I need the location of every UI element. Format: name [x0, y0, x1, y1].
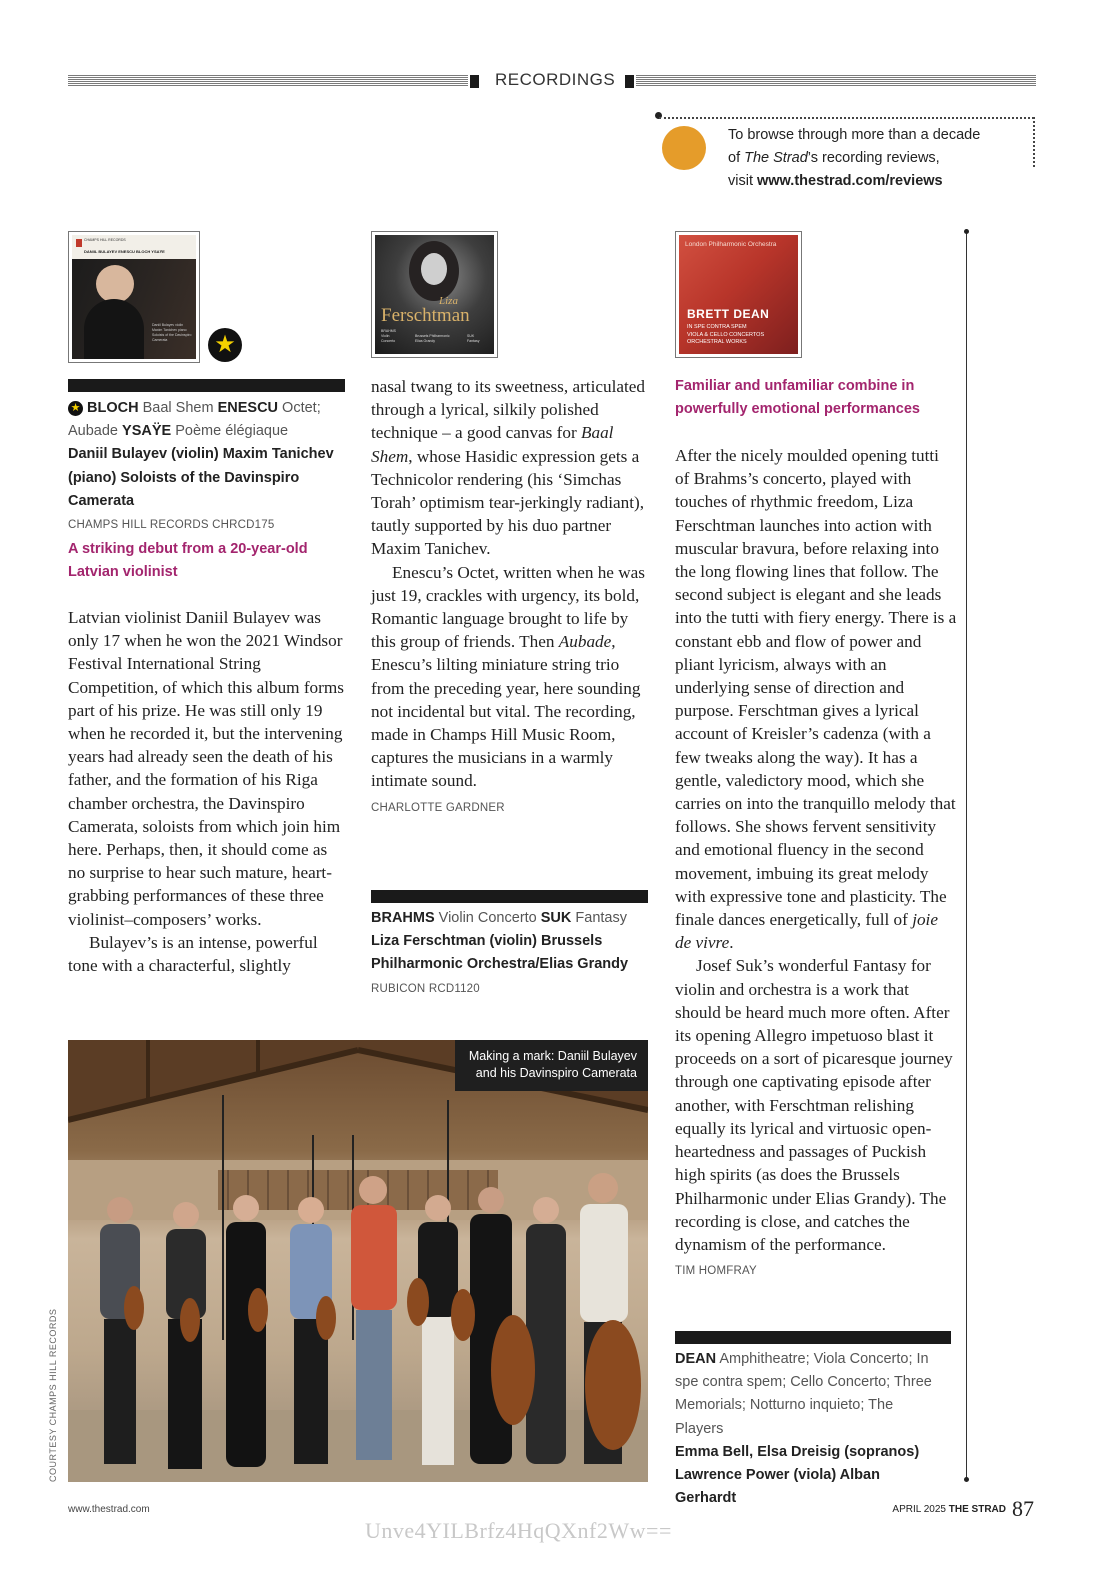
cover2-name-first: Liza	[439, 295, 458, 307]
record-label: CHAMPS HILL RECORDS CHRCD175	[68, 519, 275, 532]
section-title: RECORDINGS	[495, 70, 616, 89]
cover3-orchestra: London Philharmonic Orchestra	[685, 241, 777, 248]
cover1-title: DANIIL BULAYEV ENESCU BLOCH YSAŸE	[84, 249, 165, 254]
watermark: Unve4YILBrfz4HqQXnf2Ww==	[365, 1518, 672, 1543]
review2-strap-block	[675, 375, 945, 421]
byline: CHARLOTTE GARDNER	[371, 801, 505, 814]
footer-website: www.thestrad.com	[68, 1504, 150, 1515]
byline: TIM HOMFRAY	[675, 1265, 757, 1278]
review-divider-bar	[68, 379, 345, 392]
composer: ENESCU	[217, 400, 279, 416]
work: Baal Shem	[138, 400, 218, 416]
album-cover-dean	[675, 231, 802, 358]
review-strapline: Familiar and unfamiliar combine in powerfully emotional performances	[675, 378, 920, 418]
composer: BLOCH	[87, 400, 139, 416]
album-cover-ferschtman	[371, 231, 498, 358]
star-icon: ★	[208, 328, 242, 362]
paragraph: Josef Suk’s wonderful Fantasy for violin and orchestra is a work that should be heard much more often. After its opening Allegro impetuoso blast it proceeds on a sort of picaresque journey through one captivating episode after another, with Ferschtman relishing equally its lyrical and virtuosic open-heartedness and passages of Puckish high spirits (as does the Brussels Philharmonic under Elias Grandy). The recording is close, and catches the dynamism of the performance.	[675, 956, 953, 1254]
cover2-face	[421, 253, 447, 285]
promo-dotted-rule	[659, 117, 1034, 119]
performers: Daniil Bulayev (violin) Maxim Tanichev (piano) Soloists of the Davinspiro Camerata	[68, 446, 334, 509]
footer-issue	[892, 1496, 1034, 1522]
column-rule	[966, 232, 967, 1480]
composer: BRAHMS	[371, 910, 435, 926]
promo-circle-icon	[662, 126, 706, 170]
footer-date: APRIL 2025	[892, 1504, 946, 1515]
cover2-name-last: Ferschtman	[381, 305, 470, 326]
review1-body-col1	[68, 606, 348, 977]
review-strapline: A striking debut from a 20-year-old Latvian violinist	[68, 541, 308, 581]
header-square-left	[470, 75, 479, 88]
ensemble-photo-illustration	[68, 1040, 648, 1482]
cover2-works: BRAHMS Violin Concerto	[381, 329, 396, 343]
header-rule-left	[68, 75, 468, 87]
cover2-orch: Brussels Philharmonic Elias Grandy	[415, 334, 450, 343]
performers: Emma Bell, Elsa Dreisig (sopranos) Lawrence Power (viola) Alban Gerhardt	[675, 1443, 920, 1507]
column-rule-end	[964, 229, 969, 234]
header-square-right	[625, 75, 634, 88]
footer-magazine: THE STRAD	[948, 1504, 1006, 1515]
review2-body	[675, 444, 957, 1283]
review3-header	[675, 1348, 940, 1510]
cover3-works: IN SPE CONTRA SPEM VIOLA & CELLO CONCERTOS ORCHESTRAL WORKS	[687, 324, 765, 345]
work: Fantasy	[571, 910, 627, 926]
cover1-portrait	[96, 265, 134, 303]
album-cover-bulayev	[68, 231, 200, 363]
review2-header	[371, 907, 643, 1001]
review-divider-bar	[371, 890, 648, 903]
review1-body-col2	[371, 375, 649, 820]
composer: SUK	[540, 910, 572, 926]
cover1-note: Daniil Bulayev violin Maxim Tanichev piano Soloists of the Davinspiro Camerata	[152, 323, 192, 342]
paragraph: Bulayev’s is an intense, powerful tone with a characterful, slightly	[68, 932, 318, 976]
cover1-jacket	[84, 299, 144, 359]
reviews-link[interactable]: www.thestrad.com/reviews	[757, 173, 943, 189]
work: Poème élégiaque	[171, 423, 289, 440]
work: Amphitheatre; Viola Concerto; In spe contra spem; Cello Concerto; Three Memorials; Notturno inquieto; The Players	[675, 1351, 932, 1437]
promo-dotted-rule-vertical	[1033, 117, 1035, 167]
paragraph: Latvian violinist Daniil Bulayev was only 17 when he won the 2021 Windsor Festival International String Competition, of which this album forms part of his prize. He was still only 19 when he recorded it, but the intervening years had already seen the death of his father, and the formation of his Riga chamber orchestra, the Davinspiro Camerata, soloists from which join him here. Perhaps, then, it should come as no surprise to hear such mature, heart-grabbing performances of these three violinist–composers’ works.	[68, 608, 344, 929]
performers: Liza Ferschtman (violin) Brussels Philharmonic Orchestra/Elias Grandy	[371, 933, 629, 973]
review-divider-bar	[675, 1331, 951, 1344]
paragraph: Enescu’s Octet, written when he was just 19, crackles with urgency, its bold, Romantic language brought to life by this group of friends. Then Aubade, Enescu’s lilting miniature string trio from the preceding year, here sounding not incidental but vital. The recording, made in Champs Hill Music Room, captures the musicians in a warmly intimate sound.	[371, 562, 645, 791]
cover3-title: BRETT DEAN	[687, 307, 770, 321]
cover1-label: CHAMPS HILL RECORDS	[84, 238, 126, 242]
cover2-suk: SUK Fantasy	[467, 334, 480, 343]
review1-header	[68, 397, 338, 585]
composer: DEAN	[675, 1351, 717, 1367]
column-rule-end	[964, 1477, 969, 1482]
photo-credit: COURTESY CHAMPS HILL RECORDS	[48, 1308, 58, 1482]
work: Violin Concerto	[434, 910, 541, 926]
page-number: 87	[1012, 1496, 1034, 1521]
header-rule-right	[636, 75, 1036, 87]
work: Octet; Aubade	[68, 400, 321, 440]
record-label: RUBICON RCD1120	[371, 982, 480, 995]
composer: YSAŸE	[122, 423, 172, 440]
photo-caption: Making a mark: Daniil Bulayev and his Davinspiro Camerata	[455, 1040, 648, 1091]
paragraph: After the nicely moulded opening tutti of Brahms’s concerto, played with touches of rhythmic freedom, Liza Ferschtman launches into action with muscular bravura, before relaxing into the long flowing lines that follow. The second subject is elegant and she leads into the tutti with fiery energy. There is a constant ebb and flow of power and pliant lyricism, always with an underlying sense of direction and purpose. Ferschtman gives a lyrical account of Kreisler’s cadenza (with a few tweaks along the way). It has a gentle, valedictory mood, which she carries on into the tranquillo melody that follows. She shows fervent sensitivity and emotional fluency in the second movement, imbuing its great melody with expressive tone and plasticity. The finale dances energetically, full of joie de vivre.	[675, 446, 957, 953]
ensemble-photo	[68, 1040, 648, 1482]
star-icon: ★	[68, 401, 83, 416]
paragraph: nasal twang to its sweetness, articulated through a lyrical, silkily polished technique – a good canvas for Baal Shem, whose Hasidic expression gets a Technicolor rendering (his ‘Simchas Torah’ optimism tear-jerkingly radiant), tautly supported by his duo partner Maxim Tanichev.	[371, 377, 645, 559]
promo-text: To browse through more than a decade of The Strad’s recording reviews, visit www.thestrad.com/reviews	[728, 127, 981, 189]
